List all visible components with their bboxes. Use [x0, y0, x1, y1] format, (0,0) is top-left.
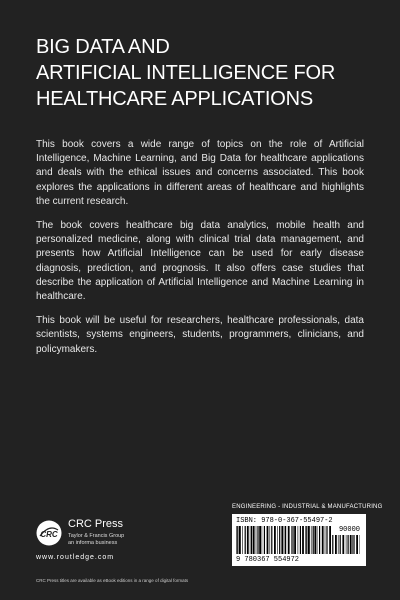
publisher-group [68, 533, 124, 547]
crc-press-logo [36, 520, 62, 546]
description-paragraph: This book will be useful for researchers, healthcare professionals, data scientists, systems engineers, students, programmers, clinicians, and policymakers. [36, 315, 364, 355]
publisher-group-line: an informa business [68, 540, 118, 546]
ebook-footnote: CRC Press titles are available as eBook editions in a range of digital formats [36, 578, 189, 583]
publisher-group-line: Taylor & Francis Group [68, 533, 125, 539]
title-line: BIG DATA AND [36, 36, 170, 58]
publisher-website[interactable]: www.routledge.com [36, 554, 115, 561]
barcode-bars-icon [236, 526, 332, 554]
description-paragraph: The book covers healthcare big data analytics, mobile health and personalized medicine, along with clinical trial data management, and presents how Artificial Intelligence can be used for early disease diagnosis, prediction, and prognosis. It also offers case studies that describe the application of Artificial Intelligence and Machine Learning in healthcare. [36, 220, 364, 303]
isbn-barcode [232, 514, 366, 566]
title-line: HEALTHCARE APPLICATIONS [36, 88, 313, 110]
ean-digits: 9 780367 554972 [236, 556, 300, 564]
isbn-number: ISBN: 978-0-367-55497-2 [236, 517, 333, 525]
price-code: 90000 [338, 526, 360, 534]
book-description [36, 138, 364, 367]
price-barcode-bars-icon [330, 535, 360, 554]
publisher-name: CRC Press [68, 518, 124, 530]
subject-category: ENGINEERING - INDUSTRIAL & MANUFACTURING [232, 504, 383, 510]
book-title [36, 34, 376, 112]
description-paragraph: This book covers a wide range of topics on the role of Artificial Intelligence, Machine Learning, and Big Data for healthcare applications and deals with the ethical issues and concerns associated. This book explores the applications in different areas of healthcare and highlights the current research. [36, 139, 364, 207]
title-line: ARTIFICIAL INTELLIGENCE FOR [36, 62, 336, 84]
logo-text: CRC [40, 530, 58, 539]
